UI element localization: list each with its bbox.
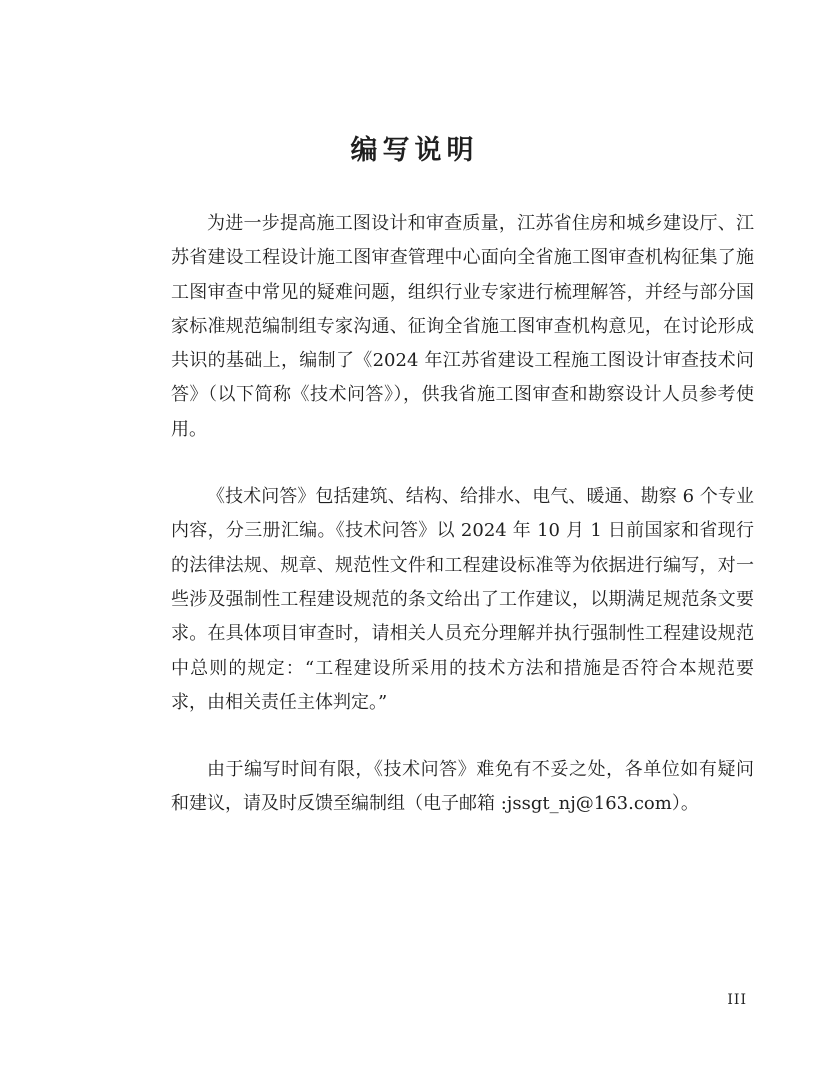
page-number: III [727, 992, 747, 1008]
paragraph-intro: 为进一步提高施工图设计和审查质量，江苏省住房和城乡建设厅、江苏省建设工程设计施工图审查管理中心面向全省施工图审查机构征集了施工图审查中常见的疑难问题，组织行业专家进行梳理解答，并经与部分国家标准规范编制组专家沟通、征询全省施工图审查机构意见，在讨论形成共识的基础上，编制了《2024 年江苏省建设工程施工图设计审查技术问答》（以下简称《技术问答》），供我省施工图审查和勘察设计人员参考使用。 [171, 213, 754, 440]
document-body [171, 207, 754, 855]
page-title: 编写说明 [350, 135, 479, 166]
paragraph-feedback: 由于编写时间有限，《技术问答》难免有不妥之处，各单位如有疑问和建议，请及时反馈至编制组（电子邮箱 :jssgt_nj@163.com）。 [171, 759, 754, 815]
paragraph-scope: 《技术问答》包括建筑、结构、给排水、电气、暖通、勘察 6 个专业内容，分三册汇编。《技术问答》以 2024 年 10 月 1 日前国家和省现行的法律法规、规章、规范性文件和工程建设标准等为依据进行编写，对一些涉及强制性工程建设规范的条文给出了工作建议，以期满足规范条文要求。在具体项目审查时，请相关人员充分理解并执行强制性工程建设规范中总则的规定：“工程建设所采用的技术方法和措施是否符合本规范要求，由相关责任主体判定。” [171, 486, 754, 713]
